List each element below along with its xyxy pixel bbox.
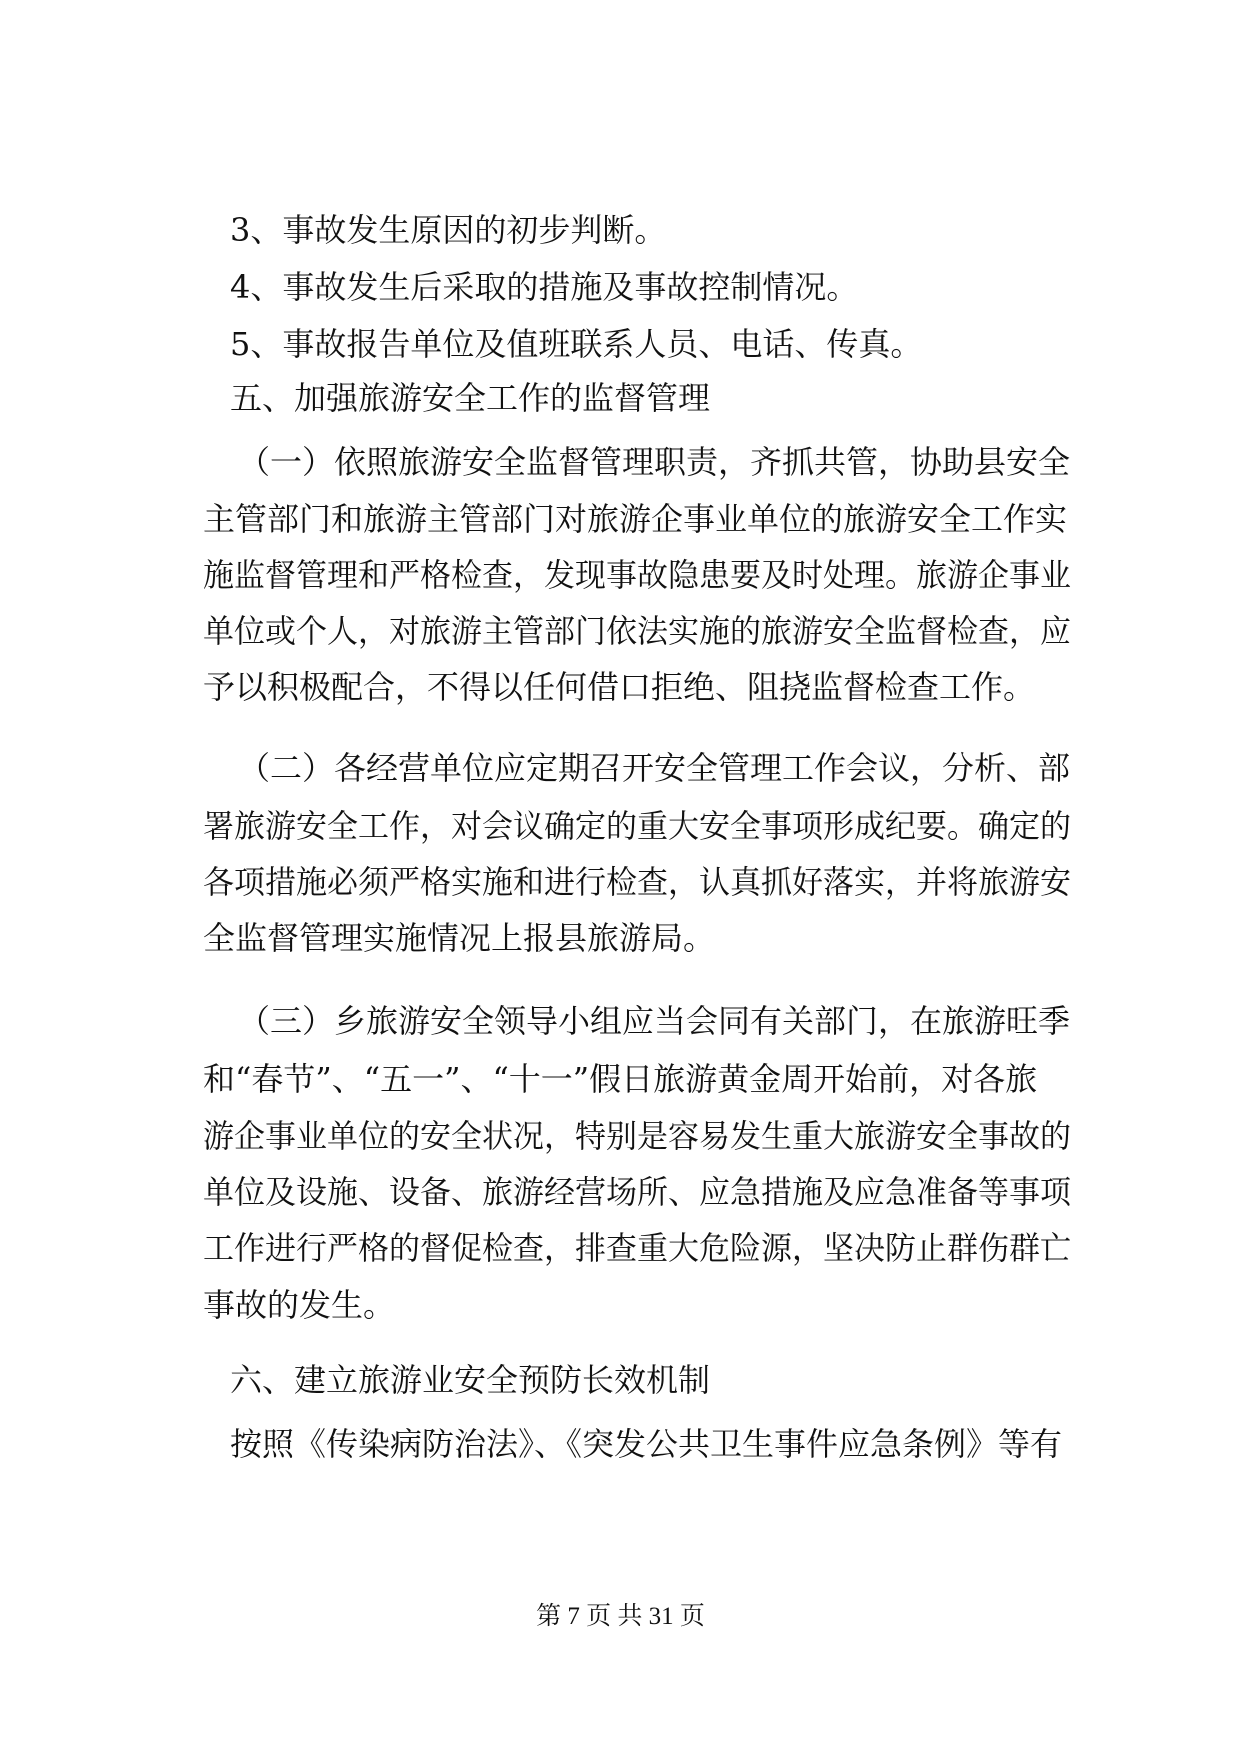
text-line: 事故的发生。 [203,1286,396,1324]
text-line: 和“春节”、“五一”、“十一”假日旅游黄金周开始前，对各旅 [203,1060,1038,1098]
list-item [0,324,1241,364]
text-line: 主管部门和旅游主管部门对旅游企事业单位的旅游安全工作实 [203,500,1068,538]
paragraph-line [0,806,1241,846]
text-line: 全监督管理实施情况上报县旅游局。 [203,919,716,957]
paragraph-line [0,1285,1241,1325]
paragraph-line [0,748,1241,788]
paragraph-line [0,1228,1241,1268]
paragraph-line [0,1172,1241,1212]
page-number-footer: 第 7 页 共 31 页 [536,1603,705,1630]
item-4-text: 4、事故发生后采取的措施及事故控制情况。 [230,268,859,306]
paragraph-line [0,667,1241,707]
paragraph-line [0,862,1241,902]
text-line: 工作进行严格的督促检查，排查重大危险源，坚决防止群伤群亡 [203,1229,1072,1267]
section-heading [0,1360,1241,1400]
section-6-heading: 六、建立旅游业安全预防长效机制 [230,1361,711,1399]
paragraph-line [0,499,1241,539]
text-line: 按照《传染病防治法》、《突发公共卫生事件应急条例》等有 [230,1425,1063,1463]
text-line: 各项措施必须严格实施和进行检查，认真抓好落实，并将旅游安 [203,863,1072,901]
paragraph-line [0,1001,1241,1041]
text-line: 单位及设施、设备、旅游经营场所、应急措施及应急准备等事项 [203,1173,1072,1211]
paragraph-line [0,611,1241,651]
paragraph-line [0,1059,1241,1099]
paragraph-line [0,442,1241,482]
section-5-heading: 五、加强旅游安全工作的监督管理 [230,379,711,417]
list-item [0,267,1241,307]
text-line: （二）各经营单位应定期召开安全管理工作会议，分析、部 [238,749,1071,787]
text-line: 施监督管理和严格检查，发现事故隐患要及时处理。旅游企事业 [203,556,1072,594]
item-3-text: 3、事故发生原因的初步判断。 [230,211,667,249]
paragraph-line [0,1424,1241,1464]
list-item [0,210,1241,250]
text-line: （三）乡旅游安全领导小组应当会同有关部门，在旅游旺季 [238,1002,1071,1040]
text-line: 单位或个人，对旅游主管部门依法实施的旅游安全监督检查，应 [203,612,1072,650]
paragraph-line [0,1116,1241,1156]
text-line: 予以积极配合，不得以任何借口拒绝、阻挠监督检查工作。 [203,668,1036,706]
text-line: 署旅游安全工作，对会议确定的重大安全事项形成纪要。确定的 [203,807,1072,845]
paragraph-line [0,918,1241,958]
section-heading [0,378,1241,418]
text-line: （一）依照旅游安全监督管理职责，齐抓共管，协助县安全 [238,443,1071,481]
paragraph-line [0,555,1241,595]
item-5-text: 5、事故报告单位及值班联系人员、电话、传真。 [230,325,923,363]
text-line: 游企事业单位的安全状况，特别是容易发生重大旅游安全事故的 [203,1117,1072,1155]
